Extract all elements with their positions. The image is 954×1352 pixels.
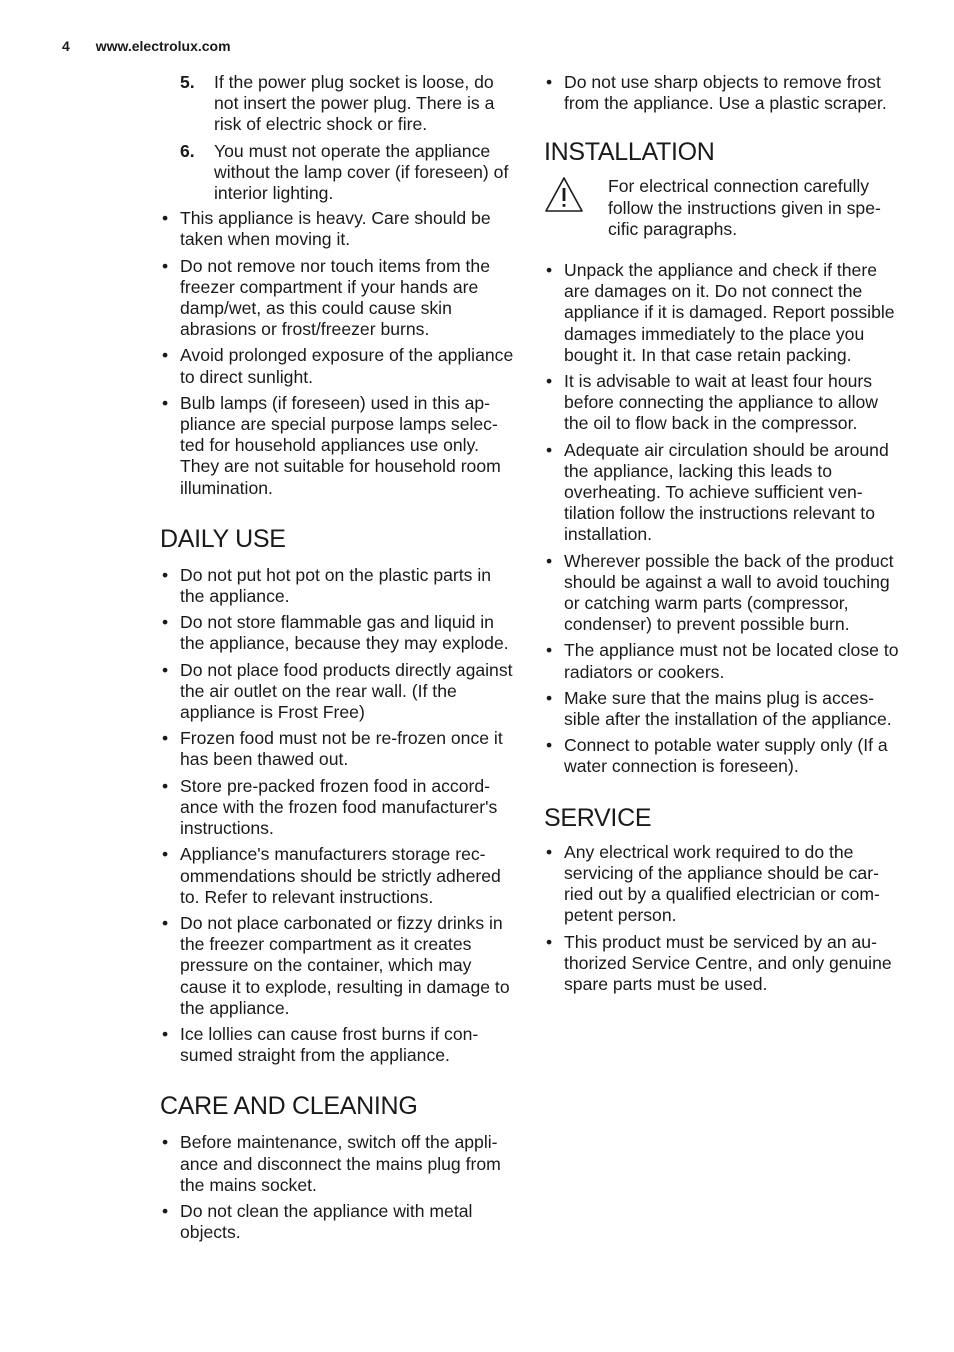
page-number: 4	[62, 38, 70, 54]
warning-text: For electrical connection carefully follow the instructions given in specific paragraphs.	[608, 176, 881, 239]
list-item: • Ice lollies can cause frost burns if consumed straight from the appliance.	[160, 1024, 516, 1066]
list-item: • Do not store flammable gas and liquid in the appliance, because they may explode.	[160, 612, 516, 654]
item-text: You must not operate the appliance without the lamp cover (if foreseen) of interior lighting.	[214, 140, 509, 204]
list-item: • Do not put hot pot on the plastic parts in the appliance.	[160, 565, 516, 607]
list-item: • Frozen food must not be re-frozen once it has been thawed out.	[160, 728, 516, 770]
list-item: • Do not place food products directly against the air outlet on the rear wall. (If the appliance is Frost Free)	[160, 660, 516, 724]
service-list	[544, 842, 900, 995]
list-item: • Make sure that the mains plug is accessible after the installation of the appliance.	[544, 688, 900, 730]
list-item: • Connect to potable water supply only (If a water connection is foreseen).	[544, 735, 900, 777]
list-item: • Do not place carbonated or fizzy drinks in the freezer compartment as it creates pressure on the container, which may cause it to explode, resulting in damage to the appliance.	[160, 913, 516, 1019]
right-column	[544, 72, 900, 1000]
list-item: • It is advisable to wait at least four hours before connecting the appliance to allow the oil to flow back in the compressor.	[544, 371, 900, 435]
list-item: • This product must be serviced by an authorized Service Centre, and only genuine spare parts must be used.	[544, 932, 900, 996]
page-header	[62, 38, 231, 54]
item-number: 6.	[180, 140, 195, 161]
item-text: If the power plug socket is loose, do not insert the power plug. There is a risk of electric shock or fire.	[214, 72, 495, 135]
daily-use-heading: DAILY USE	[160, 524, 286, 553]
list-item: • Any electrical work required to do the servicing of the appliance should be carried out by a qualified electrician or competent person.	[544, 842, 900, 927]
website-url: www.electrolux.com	[95, 38, 231, 54]
numbered-item	[160, 72, 516, 136]
left-column	[160, 72, 516, 1248]
frost-bullet-list	[544, 72, 900, 114]
list-item: • Adequate air circulation should be around the appliance, lacking this leads to overheating. To achieve sufficient ventilation follow the instructions relevant to installation.	[544, 440, 900, 546]
list-item: • Appliance's manufacturers storage recommendations should be strictly adhered to. Refer to relevant instructions.	[160, 844, 516, 908]
service-heading: SERVICE	[544, 803, 652, 832]
care-cleaning-heading: CARE AND CLEANING	[160, 1092, 418, 1121]
installation-warning	[544, 176, 900, 240]
list-item: • Unpack the appliance and check if there are damages on it. Do not connect the appliance if it is damaged. Report possible damages immediately to the place you bought it. In that case retain packing.	[544, 260, 900, 366]
daily-use-list	[160, 565, 516, 1066]
care-cleaning-list	[160, 1132, 516, 1243]
numbered-item	[160, 141, 516, 205]
warning-triangle-icon	[544, 176, 584, 214]
numbered-safety-list	[160, 72, 516, 204]
installation-heading: INSTALLATION	[544, 138, 715, 167]
list-item: • Do not clean the appliance with metal objects.	[160, 1201, 516, 1243]
list-item: • Avoid prolonged exposure of the appliance to direct sunlight.	[160, 345, 516, 387]
item-number: 5.	[180, 72, 195, 92]
list-item: • Bulb lamps (if foreseen) used in this appliance are special purpose lamps selected for household appliances use only. They are not suitable for household room illumination.	[160, 393, 516, 499]
list-item: • Wherever possible the back of the product should be against a wall to avoid touching or catching warm parts (compressor, condenser) to prevent possible burn.	[544, 551, 900, 636]
list-item: • Do not use sharp objects to remove frost from the appliance. Use a plastic scraper.	[544, 72, 900, 114]
list-item: • Store pre-packed frozen food in accordance with the frozen food manufacturer's instructions.	[160, 776, 516, 840]
list-item: • Before maintenance, switch off the appliance and disconnect the mains plug from the mains socket.	[160, 1132, 516, 1196]
safety-bullet-list	[160, 208, 516, 499]
installation-list	[544, 260, 900, 778]
list-item: • The appliance must not be located close to radiators or cookers.	[544, 640, 900, 682]
list-item: • This appliance is heavy. Care should be taken when moving it.	[160, 208, 516, 250]
list-item: • Do not remove nor touch items from the freezer compartment if your hands are damp/wet, as this could cause skin abrasions or frost/freezer burns.	[160, 256, 516, 341]
